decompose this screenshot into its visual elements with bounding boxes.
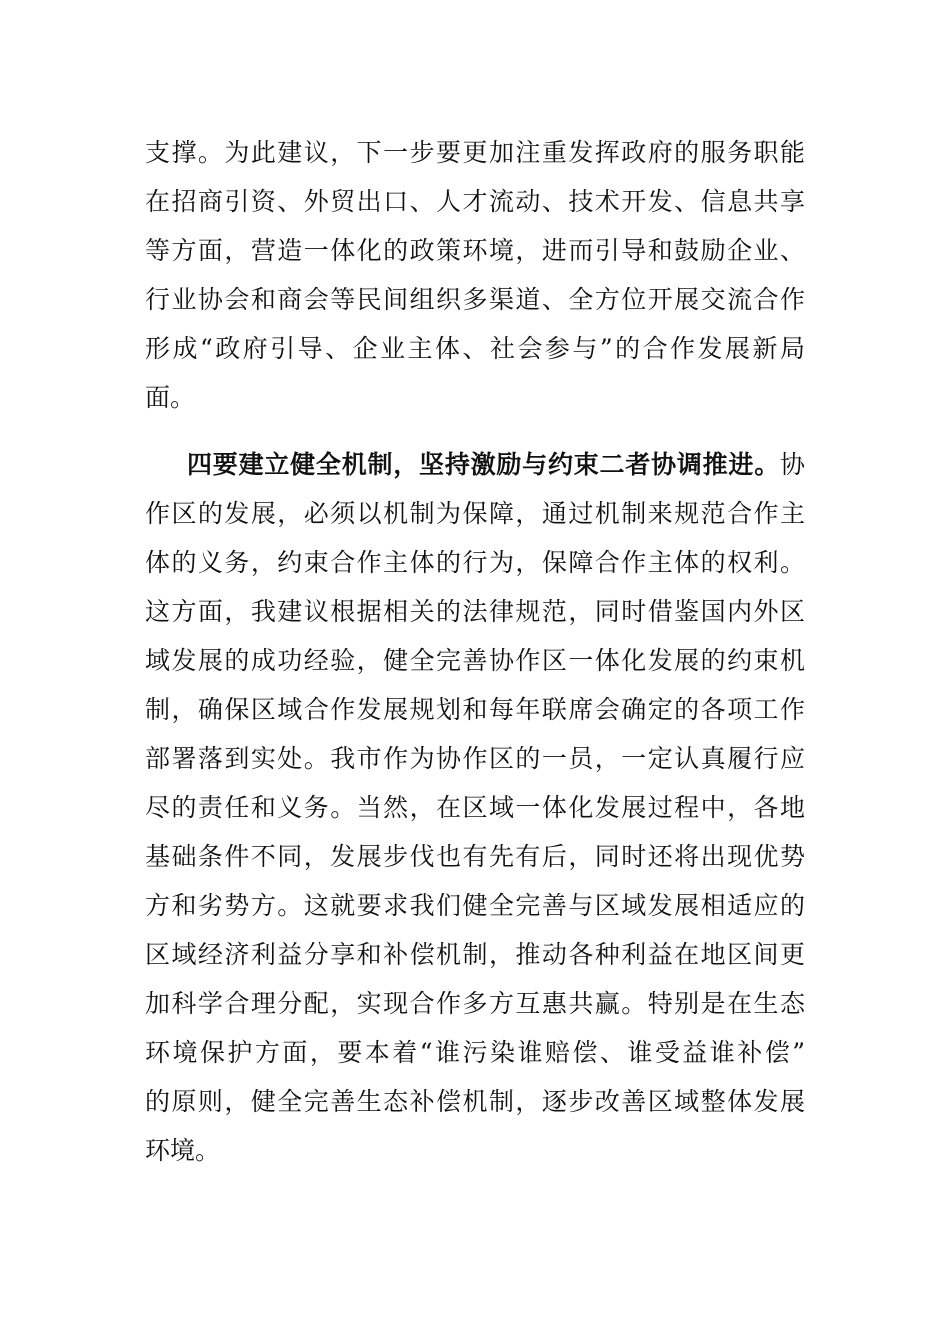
paragraph-first-line [187,445,805,485]
text-line: 面。 [145,383,196,412]
text-line: 尽的责任和义务。当然，在区域一体化发展过程中，各地 [145,793,805,822]
text-line: 基础条件不同，发展步伐也有先有后，同时还将出现优势 [145,842,805,871]
text-line: 这方面，我建议根据相关的法律规范，同时借鉴国内外区 [145,597,805,626]
text-line: 区域经济利益分享和补偿机制，推动各种利益在地区间更 [145,940,805,969]
paragraph-heading: 四要建立健全机制，坚持激励与约束二者协调推进。 [187,450,780,479]
text-line: 制，确保区域合作发展规划和每年联席会确定的各项工作 [145,695,805,724]
text-line: 等方面，营造一体化的政策环境，进而引导和鼓励企业、 [145,236,805,265]
text-fragment: 协 [779,450,805,479]
text-line: 的原则，健全完善生态补偿机制，逐步改善区域整体发展 [145,1087,805,1116]
text-line: 在招商引资、外贸出口、人才流动、技术开发、信息共享 [145,187,805,216]
text-line: 部署落到实处。我市作为协作区的一员，一定认真履行应 [145,744,805,773]
text-line: 环境。 [145,1136,221,1165]
text-line: 作区的发展，必须以机制为保障，通过机制来规范合作主 [145,499,805,528]
text-line: 域发展的成功经验，健全完善协作区一体化发展的约束机 [145,646,805,675]
text-line: 形成“政府引导、企业主体、社会参与”的合作发展新局 [145,334,805,363]
text-line: 行业协会和商会等民间组织多渠道、全方位开展交流合作 [145,285,805,314]
text-line: 环境保护方面，要本着“谁污染谁赔偿、谁受益谁补偿” [145,1038,805,1067]
text-line: 支撑。为此建议，下一步要更加注重发挥政府的服务职能 [145,138,805,167]
text-line: 体的义务，约束合作主体的行为，保障合作主体的权利。 [145,548,805,577]
text-line: 加科学合理分配，实现合作多方互惠共赢。特别是在生态 [145,989,805,1018]
text-line: 方和劣势方。这就要求我们健全完善与区域发展相适应的 [145,891,805,920]
